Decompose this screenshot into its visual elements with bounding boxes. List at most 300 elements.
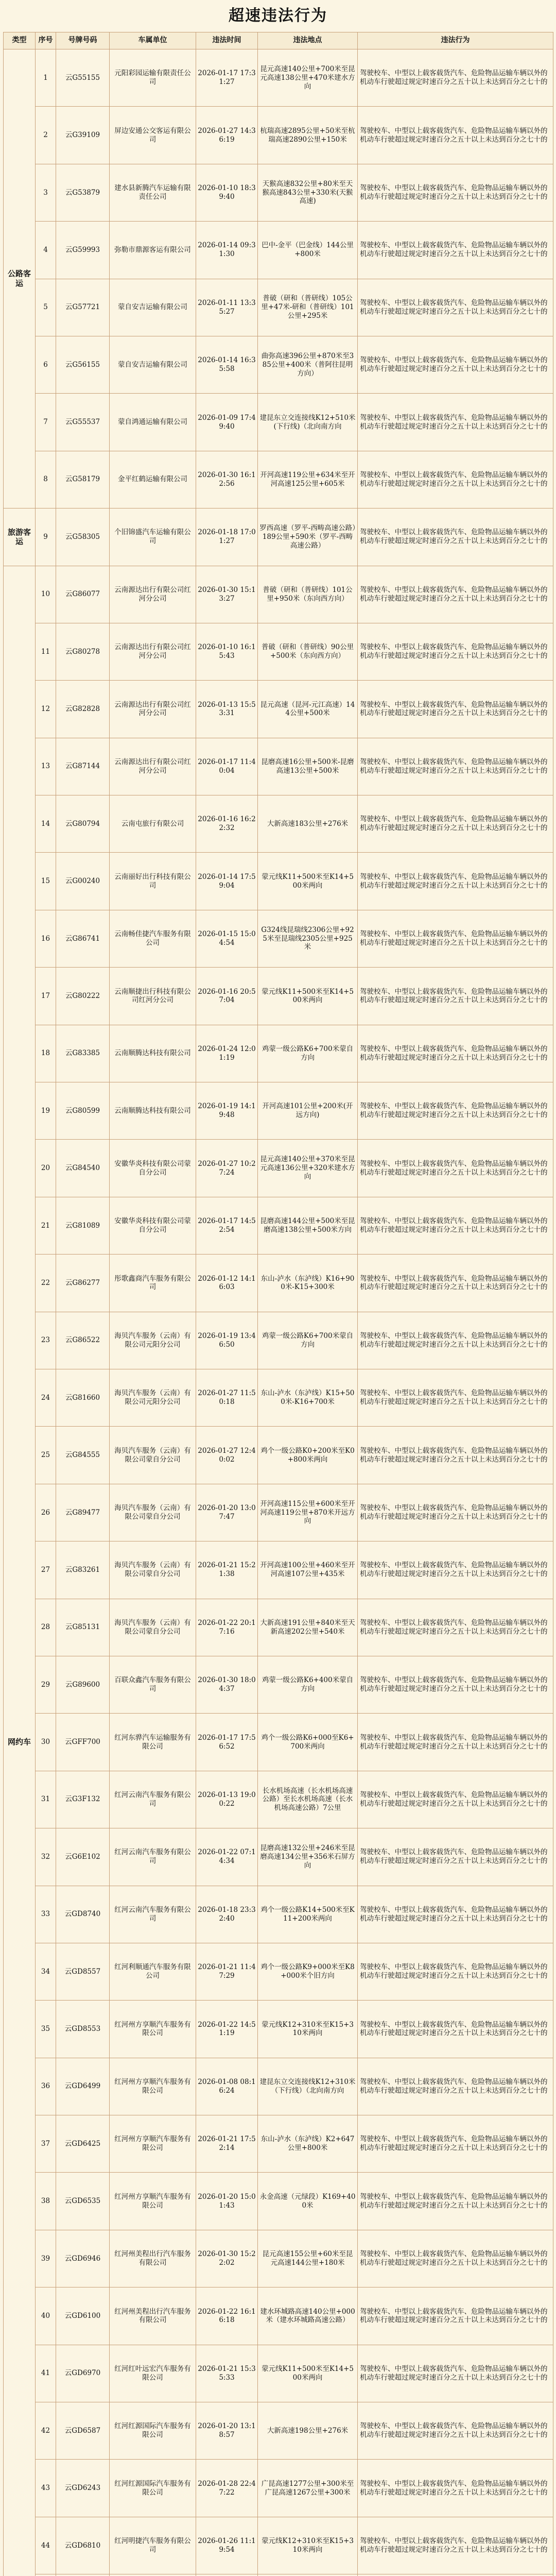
cell-unit: 云南源达出行有限公司红河分公司: [110, 623, 196, 680]
cell-unit: 红河州方享顺汽车服务有限公司: [110, 2001, 196, 2058]
cell-time: 2026-01-28 22:47:22: [196, 2460, 258, 2517]
cell-no: 28: [36, 1599, 56, 1656]
cell-no: 21: [36, 1197, 56, 1254]
cell-time: 2026-01-13 19:00:22: [196, 1771, 258, 1828]
table-row: [4, 1714, 553, 1771]
cell-place: 蒙元线K11+500米至K14+500米两向: [258, 968, 358, 1025]
cell-no: 17: [36, 968, 56, 1025]
cell-time: 2026-01-20 13:07:47: [196, 1484, 258, 1541]
cell-place: 鸡个一级公路K6+000至K6+700米两向: [258, 1714, 358, 1771]
cell-unit: 红河州方享顺汽车服务有限公司: [110, 2115, 196, 2173]
cell-time: 2026-01-30 18:04:37: [196, 1656, 258, 1713]
cell-behavior: 驾驶校车、中型以上载客载货汽车、危险物品运输车辆以外的机动车行驶超过规定时速百分之五十以上未达到百分之七十的: [358, 1082, 553, 1140]
cell-unit: 云南顺捷出行科技有限公司红河分公司: [110, 968, 196, 1025]
cell-time: 2026-01-19 14:19:48: [196, 1082, 258, 1140]
cell-plate: 云G89600: [56, 1656, 110, 1713]
cell-unit: 金平红鹤运输有限公司: [110, 451, 196, 508]
cell-place: 广昆高速1277公里+300米至广昆高速1267公里+300米: [258, 2460, 358, 2517]
cell-behavior: 驾驶校车、中型以上载客载货汽车、危险物品运输车辆以外的机动车行驶超过规定时速百分之五十以上未达到百分之七十的: [358, 1427, 553, 1484]
cell-no: 24: [36, 1369, 56, 1426]
cell-unit: 红河红叶远宏汽车服务有限公司: [110, 2345, 196, 2402]
cell-place: 杭瑞高速2895公里+50米至杭瑞高速2890公里+150米: [258, 107, 358, 164]
cell-place: 昆元高速140公里+370米至昆元高速136公里+320米建水方向: [258, 1140, 358, 1197]
cell-no: 43: [36, 2460, 56, 2517]
cell-behavior: 驾驶校车、中型以上载客载货汽车、危险物品运输车辆以外的机动车行驶超过规定时速百分之五十以上未达到百分之七十的: [358, 1484, 553, 1541]
cell-unit: 海贝汽车服务（云南）有限公司元阳分公司: [110, 1369, 196, 1426]
cell-place: 普破（研和（普研线）90公里+500米（东向西方向）: [258, 623, 358, 680]
cell-plate: 云G85131: [56, 1599, 110, 1656]
cell-place: 东山-泸水（东泸线）K15+500米-K16+700米: [258, 1369, 358, 1426]
table-row: [4, 1255, 553, 1312]
cell-unit: 安徽华炎科技有限公司蒙自分公司: [110, 1140, 196, 1197]
cell-behavior: 驾驶校车、中型以上载客载货汽车、危险物品运输车辆以外的机动车行驶超过规定时速百分之五十以上未达到百分之七十的: [358, 1369, 553, 1426]
cell-plate: 云G83385: [56, 1025, 110, 1082]
cell-behavior: 驾驶校车、中型以上载客载货汽车、危险物品运输车辆以外的机动车行驶超过规定时速百分之五十以上未达到百分之七十的: [358, 853, 553, 910]
cell-unit: 红河州方享顺汽车服务有限公司: [110, 2058, 196, 2115]
cell-time: 2026-01-30 16:12:56: [196, 451, 258, 508]
cell-no: 23: [36, 1312, 56, 1369]
table-row: [4, 1828, 553, 1886]
cell-plate: 云GD6243: [56, 2460, 110, 2517]
cell-behavior: 驾驶校车、中型以上载客载货汽车、危险物品运输车辆以外的机动车行驶超过规定时速百分之五十以上未达到百分之七十的: [358, 2287, 553, 2345]
cell-behavior: 驾驶校车、中型以上载客载货汽车、危险物品运输车辆以外的机动车行驶超过规定时速百分之五十以上未达到百分之七十的: [358, 2001, 553, 2058]
cell-plate: 云G58305: [56, 509, 110, 566]
cell-no: 16: [36, 910, 56, 967]
cell-time: 2026-01-11 13:35:27: [196, 279, 258, 336]
cell-behavior: 驾驶校车、中型以上载客载货汽车、危险物品运输车辆以外的机动车行驶超过规定时速百分之五十以上未达到百分之七十的: [358, 738, 553, 795]
cell-unit: 屏边安通公交客运有限公司: [110, 107, 196, 164]
cell-time: 2026-01-22 14:51:19: [196, 2001, 258, 2058]
cell-plate: 云G55537: [56, 394, 110, 451]
cell-no: 27: [36, 1541, 56, 1599]
cell-behavior: 驾驶校车、中型以上载客载货汽车、危险物品运输车辆以外的机动车行驶超过规定时速百分之五十以上未达到百分之七十的: [358, 968, 553, 1025]
table-row: [4, 49, 553, 107]
cell-time: 2026-01-27 11:50:18: [196, 1369, 258, 1426]
cell-unit: 红河州方享顺汽车服务有限公司: [110, 2173, 196, 2230]
table-row: [4, 1197, 553, 1254]
cell-plate: 云GD6970: [56, 2345, 110, 2402]
cell-place: 鸡个一级公路K14+500米至K11+200米两向: [258, 1886, 358, 1943]
cell-time: 2026-01-21 15:35:33: [196, 2345, 258, 2402]
cell-place: 昆磨高速144公里+500米至昆磨高速138公里+500米方向: [258, 1197, 358, 1254]
cell-plate: 云GD6535: [56, 2173, 110, 2230]
cell-no: 3: [36, 164, 56, 221]
table-row: [4, 910, 553, 967]
cell-plate: 云G86077: [56, 566, 110, 623]
table-row: [4, 1484, 553, 1541]
cell-no: 44: [36, 2517, 56, 2574]
cell-place: 永金高速（元绿段）K169+400米: [258, 2173, 358, 2230]
cell-place: 建水环城路高速140公里+000米（建水环城路高速公路）: [258, 2287, 358, 2345]
cell-place: 蒙元线K12+310米至K15+310米两向: [258, 2517, 358, 2574]
cell-no: 30: [36, 1714, 56, 1771]
cell-behavior: 驾驶校车、中型以上载客载货汽车、危险物品运输车辆以外的机动车行驶超过规定时速百分之五十以上未达到百分之七十的: [358, 2345, 553, 2402]
cell-behavior: 驾驶校车、中型以上载客载货汽车、危险物品运输车辆以外的机动车行驶超过规定时速百分之五十以上未达到百分之七十的: [358, 1771, 553, 1828]
cell-behavior: 驾驶校车、中型以上载客载货汽车、危险物品运输车辆以外的机动车行驶超过规定时速百分之五十以上未达到百分之七十的: [358, 1541, 553, 1599]
cell-type: 公路客运: [4, 49, 36, 509]
cell-time: 2026-01-14 17:59:04: [196, 853, 258, 910]
cell-plate: 云G81660: [56, 1369, 110, 1426]
cell-plate: 云G86277: [56, 1255, 110, 1312]
table-body: [4, 49, 553, 2576]
cell-place: 昆元高速140公里+700米至昆元高速138公里+470米建水方向: [258, 49, 358, 107]
cell-time: 2026-01-14 16:35:58: [196, 336, 258, 393]
cell-time: 2026-01-09 17:49:40: [196, 394, 258, 451]
cell-behavior: 驾驶校车、中型以上载客载货汽车、危险物品运输车辆以外的机动车行驶超过规定时速百分之五十以上未达到百分之七十的: [358, 1656, 553, 1713]
cell-plate: 云GD6425: [56, 2115, 110, 2173]
cell-time: 2026-01-16 20:57:04: [196, 968, 258, 1025]
cell-place: 大新高速191公里+840米至天新高速202公里+540米: [258, 1599, 358, 1656]
cell-place: 鸡蒙一级公路K6+400米蒙自方向: [258, 1656, 358, 1713]
cell-behavior: 驾驶校车、中型以上载客载货汽车、危险物品运输车辆以外的机动车行驶超过规定时速百分之五十以上未达到百分之七十的: [358, 566, 553, 623]
cell-behavior: 驾驶校车、中型以上载客载货汽车、危险物品运输车辆以外的机动车行驶超过规定时速百分之五十以上未达到百分之七十的: [358, 279, 553, 336]
cell-plate: 云G80278: [56, 623, 110, 680]
cell-place: 大新高速198公里+276米: [258, 2402, 358, 2460]
cell-unit: 海贝汽车服务（云南）有限公司蒙自分公司: [110, 1484, 196, 1541]
table-row: [4, 1886, 553, 1943]
table-row: [4, 1312, 553, 1369]
cell-place: 东山-泸水（东泸线）K16+900米-K15+300米: [258, 1255, 358, 1312]
table-row: [4, 164, 553, 221]
table-row: [4, 2173, 553, 2230]
cell-plate: 云G84540: [56, 1140, 110, 1197]
cell-no: 5: [36, 279, 56, 336]
cell-behavior: 驾驶校车、中型以上载客载货汽车、危险物品运输车辆以外的机动车行驶超过规定时速百分之五十以上未达到百分之七十的: [358, 164, 553, 221]
table-row: [4, 107, 553, 164]
col-header-behavior: 违法行为: [358, 32, 553, 49]
cell-plate: 云G86522: [56, 1312, 110, 1369]
cell-unit: 云南源达出行有限公司红河分公司: [110, 681, 196, 738]
cell-plate: 云GD8740: [56, 1886, 110, 1943]
cell-time: 2026-01-30 15:13:27: [196, 566, 258, 623]
cell-plate: 云G84555: [56, 1427, 110, 1484]
table-row: [4, 795, 553, 853]
cell-unit: 海贝汽车服务（云南）有限公司蒙自分公司: [110, 1541, 196, 1599]
cell-no: 38: [36, 2173, 56, 2230]
table-row: [4, 1427, 553, 1484]
cell-place: 蒙元线K12+310米至K15+310米两向: [258, 2001, 358, 2058]
table-row: [4, 2115, 553, 2173]
cell-place: 开河高速100公里+460米至开河高速107公里+435米: [258, 1541, 358, 1599]
cell-unit: 红河云南汽车服务有限公司: [110, 1771, 196, 1828]
cell-time: 2026-01-21 17:52:14: [196, 2115, 258, 2173]
cell-plate: 云G39109: [56, 107, 110, 164]
cell-plate: 云GD6100: [56, 2287, 110, 2345]
cell-no: 37: [36, 2115, 56, 2173]
cell-unit: 云南畅佳捷汽车服务有限公司: [110, 910, 196, 967]
cell-place: 开河高速119公里+634米至开河高速125公里+605米: [258, 451, 358, 508]
cell-unit: 海贝汽车服务（云南）有限公司蒙自分公司: [110, 1599, 196, 1656]
cell-no: 36: [36, 2058, 56, 2115]
col-header-type: 类型: [4, 32, 36, 49]
table-row: [4, 451, 553, 508]
cell-time: 2026-01-17 17:31:27: [196, 49, 258, 107]
cell-place: 昆元高速155公里+60米至昆元高速144公里+180米: [258, 2230, 358, 2287]
cell-unit: 海贝汽车服务（云南）有限公司蒙自分公司: [110, 1427, 196, 1484]
cell-no: 18: [36, 1025, 56, 1082]
cell-plate: 云G82828: [56, 681, 110, 738]
cell-time: 2026-01-30 15:22:02: [196, 2230, 258, 2287]
cell-behavior: 驾驶校车、中型以上载客载货汽车、危险物品运输车辆以外的机动车行驶超过规定时速百分之五十以上未达到百分之七十的: [358, 1312, 553, 1369]
cell-time: 2026-01-27 10:27:24: [196, 1140, 258, 1197]
col-header-place: 违法地点: [258, 32, 358, 49]
cell-plate: 云G3F132: [56, 1771, 110, 1828]
cell-behavior: 驾驶校车、中型以上载客载货汽车、危险物品运输车辆以外的机动车行驶超过规定时速百分之五十以上未达到百分之七十的: [358, 1025, 553, 1082]
col-header-plate: 号牌号码: [56, 32, 110, 49]
cell-plate: 云G58179: [56, 451, 110, 508]
cell-place: 巴中-金平（巴金线）144公里+800米: [258, 222, 358, 279]
cell-place: 曲弥高速396公里+870米至385公里+400米（普阿往昆明方向）: [258, 336, 358, 393]
cell-no: 32: [36, 1828, 56, 1886]
cell-place: 大新高速183公里+276米: [258, 795, 358, 853]
cell-plate: 云G00240: [56, 853, 110, 910]
cell-plate: 云G80599: [56, 1082, 110, 1140]
cell-unit: 元阳彩园运输有限责任公司: [110, 49, 196, 107]
cell-behavior: 驾驶校车、中型以上载客载货汽车、危险物品运输车辆以外的机动车行驶超过规定时速百分之五十以上未达到百分之七十的: [358, 795, 553, 853]
cell-unit: 百联众鑫汽车服务有限公司: [110, 1656, 196, 1713]
cell-place: 蒙元线K11+500米至K14+500米两向: [258, 853, 358, 910]
table-row: [4, 2517, 553, 2574]
cell-no: 13: [36, 738, 56, 795]
cell-no: 12: [36, 681, 56, 738]
cell-time: 2026-01-12 14:16:03: [196, 1255, 258, 1312]
cell-unit: 云南顺腾达科技有限公司: [110, 1025, 196, 1082]
table-row: [4, 222, 553, 279]
cell-plate: 云G87144: [56, 738, 110, 795]
cell-no: 42: [36, 2402, 56, 2460]
cell-behavior: 驾驶校车、中型以上载客载货汽车、危险物品运输车辆以外的机动车行驶超过规定时速百分之五十以上未达到百分之七十的: [358, 394, 553, 451]
cell-time: 2026-01-24 12:01:19: [196, 1025, 258, 1082]
cell-place: 天猴高速832公里+80米至天猴高速843公里+330米(天猴高速): [258, 164, 358, 221]
cell-no: 11: [36, 623, 56, 680]
cell-time: 2026-01-22 07:14:34: [196, 1828, 258, 1886]
cell-time: 2026-01-18 23:32:40: [196, 1886, 258, 1943]
cell-plate: 云G6E102: [56, 1828, 110, 1886]
cell-no: 10: [36, 566, 56, 623]
cell-plate: 云G81089: [56, 1197, 110, 1254]
cell-time: 2026-01-17 11:40:04: [196, 738, 258, 795]
table-row: [4, 1656, 553, 1713]
cell-place: 昆磨高速16公里+500米-昆磨高速13公里+500米: [258, 738, 358, 795]
cell-behavior: 驾驶校车、中型以上载客载货汽车、危险物品运输车辆以外的机动车行驶超过规定时速百分之五十以上未达到百分之七十的: [358, 509, 553, 566]
cell-no: 31: [36, 1771, 56, 1828]
table-row: [4, 738, 553, 795]
table-row: [4, 566, 553, 623]
table-row: [4, 2460, 553, 2517]
cell-time: 2026-01-26 11:19:54: [196, 2517, 258, 2574]
cell-unit: 蒙自安吉运输有限公司: [110, 336, 196, 393]
cell-behavior: 驾驶校车、中型以上载客载货汽车、危险物品运输车辆以外的机动车行驶超过规定时速百分之五十以上未达到百分之七十的: [358, 451, 553, 508]
cell-behavior: 驾驶校车、中型以上载客载货汽车、危险物品运输车辆以外的机动车行驶超过规定时速百分之五十以上未达到百分之七十的: [358, 1197, 553, 1254]
table-row: [4, 509, 553, 566]
cell-place: 开河高速101公里+200米(开远方向): [258, 1082, 358, 1140]
cell-plate: 云GD6946: [56, 2230, 110, 2287]
cell-place: 东山-泸水（东泸线）K2+647公里+800米: [258, 2115, 358, 2173]
table-row: [4, 1943, 553, 2000]
cell-behavior: 驾驶校车、中型以上载客载货汽车、危险物品运输车辆以外的机动车行驶超过规定时速百分之五十以上未达到百分之七十的: [358, 2058, 553, 2115]
table-row: [4, 1025, 553, 1082]
cell-unit: 海贝汽车服务（云南）有限公司元阳分公司: [110, 1312, 196, 1369]
cell-unit: 红河红源国际汽车服务有限公司: [110, 2460, 196, 2517]
table-row: [4, 1140, 553, 1197]
table-row: [4, 2287, 553, 2345]
cell-time: 2026-01-22 16:16:18: [196, 2287, 258, 2345]
cell-place: 长水机场高速（长水机场高速公路）至长水机场高速（长水机场高速公路）7公里: [258, 1771, 358, 1828]
cell-type: 旅游客运: [4, 509, 36, 566]
cell-plate: 云GD8553: [56, 2001, 110, 2058]
cell-time: 2026-01-27 14:36:19: [196, 107, 258, 164]
cell-no: 33: [36, 1886, 56, 1943]
cell-no: 20: [36, 1140, 56, 1197]
cell-unit: 彤歌鑫商汽车服务有限公司: [110, 1255, 196, 1312]
cell-type: 网约车: [4, 566, 36, 2576]
cell-no: 4: [36, 222, 56, 279]
cell-plate: 云GD8557: [56, 1943, 110, 2000]
cell-no: 35: [36, 2001, 56, 2058]
cell-plate: 云GD6587: [56, 2402, 110, 2460]
col-header-time: 违法时间: [196, 32, 258, 49]
cell-plate: 云G80794: [56, 795, 110, 853]
cell-no: 14: [36, 795, 56, 853]
cell-unit: 建水县新腾汽车运输有限责任公司: [110, 164, 196, 221]
cell-no: 29: [36, 1656, 56, 1713]
cell-plate: 云G56155: [56, 336, 110, 393]
cell-plate: 云G80222: [56, 968, 110, 1025]
table-row: [4, 623, 553, 680]
cell-time: 2026-01-20 13:18:57: [196, 2402, 258, 2460]
cell-plate: 云G55155: [56, 49, 110, 107]
cell-unit: 云南丽好出行科技有限公司: [110, 853, 196, 910]
table-row: [4, 681, 553, 738]
cell-no: 1: [36, 49, 56, 107]
cell-time: 2026-01-18 17:01:27: [196, 509, 258, 566]
cell-unit: 弥勒市鼎源客运有限公司: [110, 222, 196, 279]
cell-no: 39: [36, 2230, 56, 2287]
cell-time: 2026-01-21 15:21:38: [196, 1541, 258, 1599]
violation-table: [3, 32, 553, 2576]
cell-behavior: 驾驶校车、中型以上载客载货汽车、危险物品运输车辆以外的机动车行驶超过规定时速百分之五十以上未达到百分之七十的: [358, 2230, 553, 2287]
cell-time: 2026-01-19 13:46:50: [196, 1312, 258, 1369]
cell-behavior: 驾驶校车、中型以上载客载货汽车、危险物品运输车辆以外的机动车行驶超过规定时速百分之五十以上未达到百分之七十的: [358, 107, 553, 164]
cell-no: 34: [36, 1943, 56, 2000]
page-title: 超速违法行为: [229, 7, 327, 25]
cell-place: 鸡蒙一级公路K6+700米蒙自方向: [258, 1312, 358, 1369]
cell-no: 26: [36, 1484, 56, 1541]
cell-time: 2026-01-21 11:47:29: [196, 1943, 258, 2000]
cell-time: 2026-01-14 09:31:30: [196, 222, 258, 279]
cell-no: 2: [36, 107, 56, 164]
table-row: [4, 853, 553, 910]
cell-time: 2026-01-15 15:04:54: [196, 910, 258, 967]
cell-no: 25: [36, 1427, 56, 1484]
cell-behavior: 驾驶校车、中型以上载客载货汽车、危险物品运输车辆以外的机动车行驶超过规定时速百分之五十以上未达到百分之七十的: [358, 2173, 553, 2230]
cell-time: 2026-01-22 20:17:16: [196, 1599, 258, 1656]
cell-unit: 云南源达出行有限公司红河分公司: [110, 566, 196, 623]
table-row: [4, 2345, 553, 2402]
cell-no: 8: [36, 451, 56, 508]
cell-behavior: 驾驶校车、中型以上载客载货汽车、危险物品运输车辆以外的机动车行驶超过规定时速百分之五十以上未达到百分之七十的: [358, 1886, 553, 1943]
table-row: [4, 394, 553, 451]
cell-place: 罗西高速（罗平-西畴高速公路）189公里+590米（罗平-西畴高速公路）: [258, 509, 358, 566]
cell-no: 41: [36, 2345, 56, 2402]
cell-behavior: 驾驶校车、中型以上载客载货汽车、危险物品运输车辆以外的机动车行驶超过规定时速百分之五十以上未达到百分之七十的: [358, 1714, 553, 1771]
cell-time: 2026-01-27 12:40:02: [196, 1427, 258, 1484]
cell-time: 2026-01-13 15:53:31: [196, 681, 258, 738]
cell-behavior: 驾驶校车、中型以上载客载货汽车、危险物品运输车辆以外的机动车行驶超过规定时速百分之五十以上未达到百分之七十的: [358, 910, 553, 967]
cell-place: 鸡蒙一级公路K6+700米蒙自方向: [258, 1025, 358, 1082]
cell-time: 2026-01-17 14:52:54: [196, 1197, 258, 1254]
cell-behavior: 驾驶校车、中型以上载客载货汽车、危险物品运输车辆以外的机动车行驶超过规定时速百分之五十以上未达到百分之七十的: [358, 2115, 553, 2173]
table-row: [4, 336, 553, 393]
cell-unit: 红河州美程出行汽车服务有限公司: [110, 2287, 196, 2345]
col-header-unit: 车属单位: [110, 32, 196, 49]
cell-place: 昆磨高速132公里+246米至昆磨高速134公里+356米石屏方向: [258, 1828, 358, 1886]
cell-place: 建昆东立交连接线K12+310米（下行线）（北向南方向: [258, 2058, 358, 2115]
cell-unit: 云南源达出行有限公司红河分公司: [110, 738, 196, 795]
cell-behavior: 驾驶校车、中型以上载客载货汽车、危险物品运输车辆以外的机动车行驶超过规定时速百分之五十以上未达到百分之七十的: [358, 49, 553, 107]
table-row: [4, 1541, 553, 1599]
table-row: [4, 2001, 553, 2058]
cell-behavior: 驾驶校车、中型以上载客载货汽车、危险物品运输车辆以外的机动车行驶超过规定时速百分之五十以上未达到百分之七十的: [358, 222, 553, 279]
cell-place: 昆元高速（昆河-元江高速）144公里+500米: [258, 681, 358, 738]
cell-time: 2026-01-10 16:15:43: [196, 623, 258, 680]
table-row: [4, 279, 553, 336]
cell-behavior: 驾驶校车、中型以上载客载货汽车、危险物品运输车辆以外的机动车行驶超过规定时速百分之五十以上未达到百分之七十的: [358, 623, 553, 680]
cell-unit: 安徽华炎科技有限公司蒙自分公司: [110, 1197, 196, 1254]
cell-place: 蒙元线K11+500米至K14+500米两向: [258, 2345, 358, 2402]
cell-time: 2026-01-16 16:22:32: [196, 795, 258, 853]
cell-place: 开河高速115公里+600米至开河高速119公里+870米开远方向: [258, 1484, 358, 1541]
cell-unit: 红河云南汽车服务有限公司: [110, 1886, 196, 1943]
cell-no: 22: [36, 1255, 56, 1312]
table-row: [4, 1369, 553, 1426]
cell-time: 2026-01-08 08:16:24: [196, 2058, 258, 2115]
cell-plate: 云G83261: [56, 1541, 110, 1599]
cell-place: 建昆东立交连接线K12+510米(下行线)（北向南方向: [258, 394, 358, 451]
cell-plate: 云G57721: [56, 279, 110, 336]
cell-behavior: 驾驶校车、中型以上载客载货汽车、危险物品运输车辆以外的机动车行驶超过规定时速百分之五十以上未达到百分之七十的: [358, 1828, 553, 1886]
table-row: [4, 1599, 553, 1656]
cell-behavior: 驾驶校车、中型以上载客载货汽车、危险物品运输车辆以外的机动车行驶超过规定时速百分之五十以上未达到百分之七十的: [358, 1255, 553, 1312]
cell-plate: 云GD6810: [56, 2517, 110, 2574]
table-row: [4, 1771, 553, 1828]
cell-plate: 云G86741: [56, 910, 110, 967]
cell-behavior: 驾驶校车、中型以上载客载货汽车、危险物品运输车辆以外的机动车行驶超过规定时速百分之五十以上未达到百分之七十的: [358, 2460, 553, 2517]
cell-plate: 云GFF700: [56, 1714, 110, 1771]
cell-behavior: 驾驶校车、中型以上载客载货汽车、危险物品运输车辆以外的机动车行驶超过规定时速百分之五十以上未达到百分之七十的: [358, 2517, 553, 2574]
cell-no: 9: [36, 509, 56, 566]
cell-no: 15: [36, 853, 56, 910]
cell-unit: 红河州美程出行汽车服务有限公司: [110, 2230, 196, 2287]
col-header-no: 序号: [36, 32, 56, 49]
cell-time: 2026-01-20 15:01:43: [196, 2173, 258, 2230]
cell-unit: 红河红源国际汽车服务有限公司: [110, 2402, 196, 2460]
cell-unit: 云南屯旅行有限公司: [110, 795, 196, 853]
cell-no: 7: [36, 394, 56, 451]
cell-place: 普破（研和（普研线）101公里+950米（东向西方向）: [258, 566, 358, 623]
cell-no: 19: [36, 1082, 56, 1140]
cell-behavior: 驾驶校车、中型以上载客载货汽车、危险物品运输车辆以外的机动车行驶超过规定时速百分之五十以上未达到百分之七十的: [358, 1140, 553, 1197]
cell-behavior: 驾驶校车、中型以上载客载货汽车、危险物品运输车辆以外的机动车行驶超过规定时速百分之五十以上未达到百分之七十的: [358, 681, 553, 738]
cell-unit: 云南顺腾达科技有限公司: [110, 1082, 196, 1140]
cell-unit: 红河利顺通汽车服务有限公司: [110, 1943, 196, 2000]
table-row: [4, 2402, 553, 2460]
cell-no: 40: [36, 2287, 56, 2345]
cell-plate: 云G59993: [56, 222, 110, 279]
cell-place: 鸡个一级公路K9+000米至K8+000米个旧方向: [258, 1943, 358, 2000]
cell-behavior: 驾驶校车、中型以上载客载货汽车、危险物品运输车辆以外的机动车行驶超过规定时速百分之五十以上未达到百分之七十的: [358, 1943, 553, 2000]
cell-unit: 红河明捷汽车服务有限公司: [110, 2517, 196, 2574]
